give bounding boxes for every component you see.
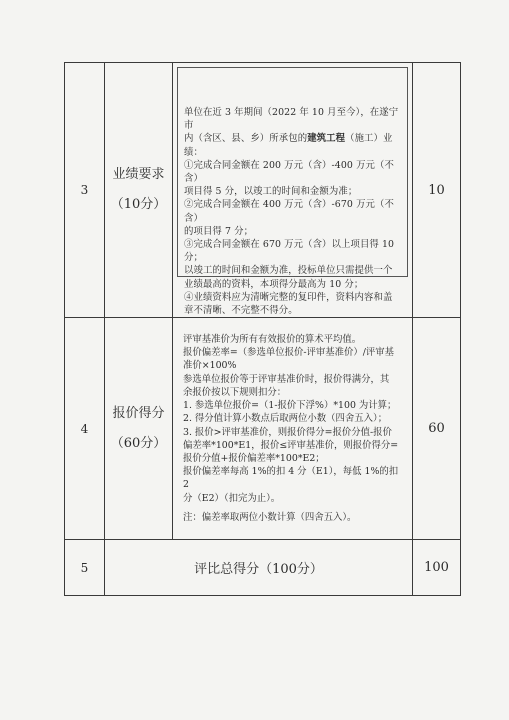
- detail-line: 报价偏差率=（参选单位报价-评审基准价）/评审基: [183, 347, 395, 359]
- detail-line: 偏差率*100*E1，报价≤评审基准价，则报价得分=: [183, 439, 399, 451]
- detail-line: ④业绩资料应为清晰完整的复印件，资料内容和盖: [184, 291, 393, 303]
- scoring-table: [64, 62, 461, 596]
- detail-line: 项目得 5 分，以竣工的时间和金额为准；: [184, 186, 358, 198]
- detail-line: 章不清晰、不完整不得分。: [184, 305, 298, 317]
- detail-line: 绩：: [184, 146, 203, 158]
- max-score: 60: [413, 318, 461, 540]
- detail-line: 分（E2）（扣完为止）。: [183, 492, 281, 504]
- detail-line: 评审基准价为所有有效报价的算术平均值。: [183, 334, 362, 346]
- detail-line: 3. 报价>评审基准价，则报价得分=报价分值-报价: [183, 426, 392, 438]
- detail-line: 的项目得 7 分；: [184, 225, 254, 237]
- detail-line: 余报价按以下规则扣分：: [183, 386, 287, 398]
- detail-line: ②完成合同金额在 400 万元（含）-670 万元（不含）: [184, 199, 394, 224]
- detail-line: 参选单位报价等于评审基准价时，报价得满分，其: [183, 373, 390, 385]
- row-index: 3: [65, 63, 105, 318]
- detail-line: 报价分值+报价偏差率*100*E2；: [183, 452, 325, 464]
- detail-line: 单位在近 3 年期间（2022 年 10 月至今），在遂宁市: [184, 107, 399, 132]
- criterion-detail: [173, 318, 413, 540]
- detail-line: 业绩最高的资料，本项得分最高为 10 分；: [184, 278, 364, 290]
- detail-line: 准价×100%: [183, 360, 237, 372]
- detail-line: 以竣工的时间和金额为准，投标单位只需提供一个: [184, 265, 393, 277]
- detail-line: 1. 参选单位报价=（1-报价下浮%）*100 为计算；: [183, 400, 397, 412]
- row-index: 5: [65, 540, 105, 596]
- row-index: 4: [65, 318, 105, 540]
- table-row: [65, 540, 461, 596]
- emphasis-text: 建筑工程: [307, 133, 346, 145]
- max-score: 10: [413, 63, 461, 318]
- detail-text: （施工）业: [345, 133, 393, 145]
- detail-line: 2. 得分值计算小数点后取两位小数（四舍五入）；: [183, 413, 388, 425]
- detail-line: [184, 132, 403, 145]
- detail-line: ①完成合同金额在 200 万元（含）-400 万元（不含）: [184, 159, 394, 185]
- detail-frame: [177, 67, 408, 317]
- table-row: [65, 318, 461, 540]
- total-score: 100: [413, 540, 461, 596]
- total-label: 评比总得分（100分）: [105, 540, 413, 596]
- criterion-points: （10分）: [110, 197, 167, 212]
- table-row: [65, 63, 461, 318]
- criterion-cell: [105, 318, 173, 540]
- criterion-name: 业绩要求: [112, 167, 165, 182]
- criterion-name: 报价得分: [112, 405, 165, 421]
- criterion-detail: [173, 63, 413, 318]
- criterion-cell: [105, 63, 173, 318]
- detail-text: 内（含区、县、乡）所承包的: [184, 133, 308, 145]
- criterion-points: （60分）: [110, 435, 167, 451]
- detail-note: 注：偏差率取两位小数计算（四舍五入）。: [183, 511, 357, 523]
- detail-line: 报价偏差率每高 1%的扣 4 分（E1），每低 1%的扣 2: [183, 466, 399, 491]
- detail-line: ③完成合同金额在 670 万元（含）以上项目得 10 分；: [184, 239, 395, 264]
